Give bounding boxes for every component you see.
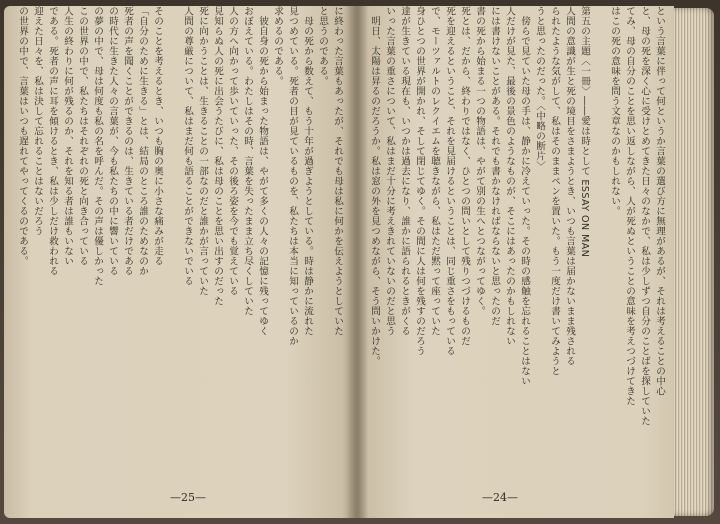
- text-column: 人間の意識が生と死の境目をさまようとき、いつも言葉は届かないまま残される: [564, 6, 575, 366]
- text-column: で、モーツァルトのレクイエムを聴きながら、私はただ黙って座っていた: [429, 6, 440, 336]
- text-column: 傍らで見ていた母の手は、静かに冷えていった。その時の感触を忘れることはない: [519, 6, 530, 386]
- text-column: 書の死から始まる一つの物語は、やがて別の生へとつながってゆく。: [474, 6, 485, 316]
- page-number: —25—: [170, 491, 206, 504]
- text-column: 明日、太陽は昇るのだろうか。私は窓の外を見つめながら、そう問いかけた。: [369, 6, 380, 366]
- text-column: この世界の中で、私たちはそれぞれの死と向き合っている: [77, 6, 88, 266]
- text-column: と思うのである。: [317, 6, 328, 86]
- text-column: 人生の終わりに何が残るのか、それを知る者は誰もいない: [62, 6, 73, 266]
- text-column: 死とは、だから、終わりではなく、ひとつの問いとして残りつづけるものだ: [459, 6, 470, 346]
- text-column: いった言葉の重さについて、私はまだ十分に考えきれていないのだと思う: [384, 6, 395, 336]
- text-column: うと思ったのだった。〈中略の断片〉: [534, 6, 545, 172]
- text-column: 見つめている。死者の目が見ているものを、私たちは本当に知っているのか: [287, 6, 298, 346]
- text-column: の世界の中で、言葉はいつも遅れてやってくるのである。: [17, 6, 28, 266]
- text-column: 人の方へ向かって歩いていった、その後ろ姿を今でも覚えている: [227, 6, 238, 296]
- text-column: という言葉に伴って何というか言葉の選び方に無理があるが、それは考えることの中心: [654, 6, 665, 396]
- text-column: である。死者の声に耳を傾けるとき、私は少しだけ救われる: [47, 6, 58, 276]
- text-column: てみ、母の自分のことを思い返しながら、人が死ぬということの意味を考えつづけてきた: [624, 6, 635, 406]
- section-heading: 第五の主題〈一冊〉――愛は時として ESSAY ON MAN: [579, 6, 590, 258]
- left-page: [4, 6, 356, 518]
- text-column: 見知らぬ人の死に出会うたびに、私は母のことを思い出すのだった: [212, 6, 223, 306]
- text-column: 「自分のために生きる」とは、結局のところ誰のためなのか: [137, 6, 148, 276]
- text-column: 身ひとつの世界が開かれ、そして閉じてゆく。その間に人は何を残すのだろう: [414, 6, 425, 356]
- text-column: 人だけが見た、最後の景色のようなものが、そこにはあったのかもしれない: [504, 6, 515, 346]
- text-column: 死に向かうことは、生きることの一部なのだと誰かが言っていた: [197, 6, 208, 296]
- text-column: 死者の声を聞くことができるのは、生きている者だけである: [122, 6, 133, 276]
- text-column: 迎えた日々を、私は決して忘れることはないだろう: [32, 6, 43, 236]
- text-column: そのことを考えるとき、いつも胸の奥に小さな痛みが走る: [152, 6, 163, 266]
- text-column: られたような気がして、私はそのままペンを置いた。もう一度だけ書いてみようと: [549, 6, 560, 376]
- text-column: には書けないことがある。それでも書かなければならないと思ったのだ: [489, 6, 500, 326]
- text-column: おぼえている。わたしはその時、言葉を失ったまま立ち尽くしていた: [242, 6, 253, 316]
- text-column: と、母の死を深く心に受けとめてきた日々のなかで、私は少しずつ自分のことばを探していた: [639, 6, 650, 426]
- text-column: はこの死の意味を問う文章なのかもしれない。: [609, 6, 620, 216]
- text-column: の夢の中で、母は何度も私の名を呼んだ。その声は優しかった: [92, 6, 103, 286]
- text-column: 求めるのである。: [272, 6, 283, 86]
- right-page: [356, 6, 674, 518]
- page-number: —24—: [482, 491, 518, 504]
- page-edges: [674, 8, 714, 516]
- text-column: 母の死から数えて、もう十年が過ぎようとしている。時は静かに流れた: [302, 6, 313, 336]
- text-column: の時代に生きた人々の言葉が、今も私たちの中に響いている: [107, 6, 118, 276]
- book-gutter: [346, 6, 368, 518]
- text-column: 死を迎えるということ、それを見届けるということは、同じ重さをもっている: [444, 6, 455, 356]
- text-column: 達が生きている現在も、いつかは過去になり、誰かに語られるときがくる: [399, 6, 410, 336]
- text-column: 人間の尊厳について、私はまだ何も語ることができないでいる: [182, 6, 193, 286]
- text-column: に終わった言葉もあったが、それでも母は私に何かを伝えようとしていた: [332, 6, 343, 336]
- text-column: 彼自身の死から始まった物語は、やがて多くの人々の記憶に残ってゆく: [257, 6, 268, 336]
